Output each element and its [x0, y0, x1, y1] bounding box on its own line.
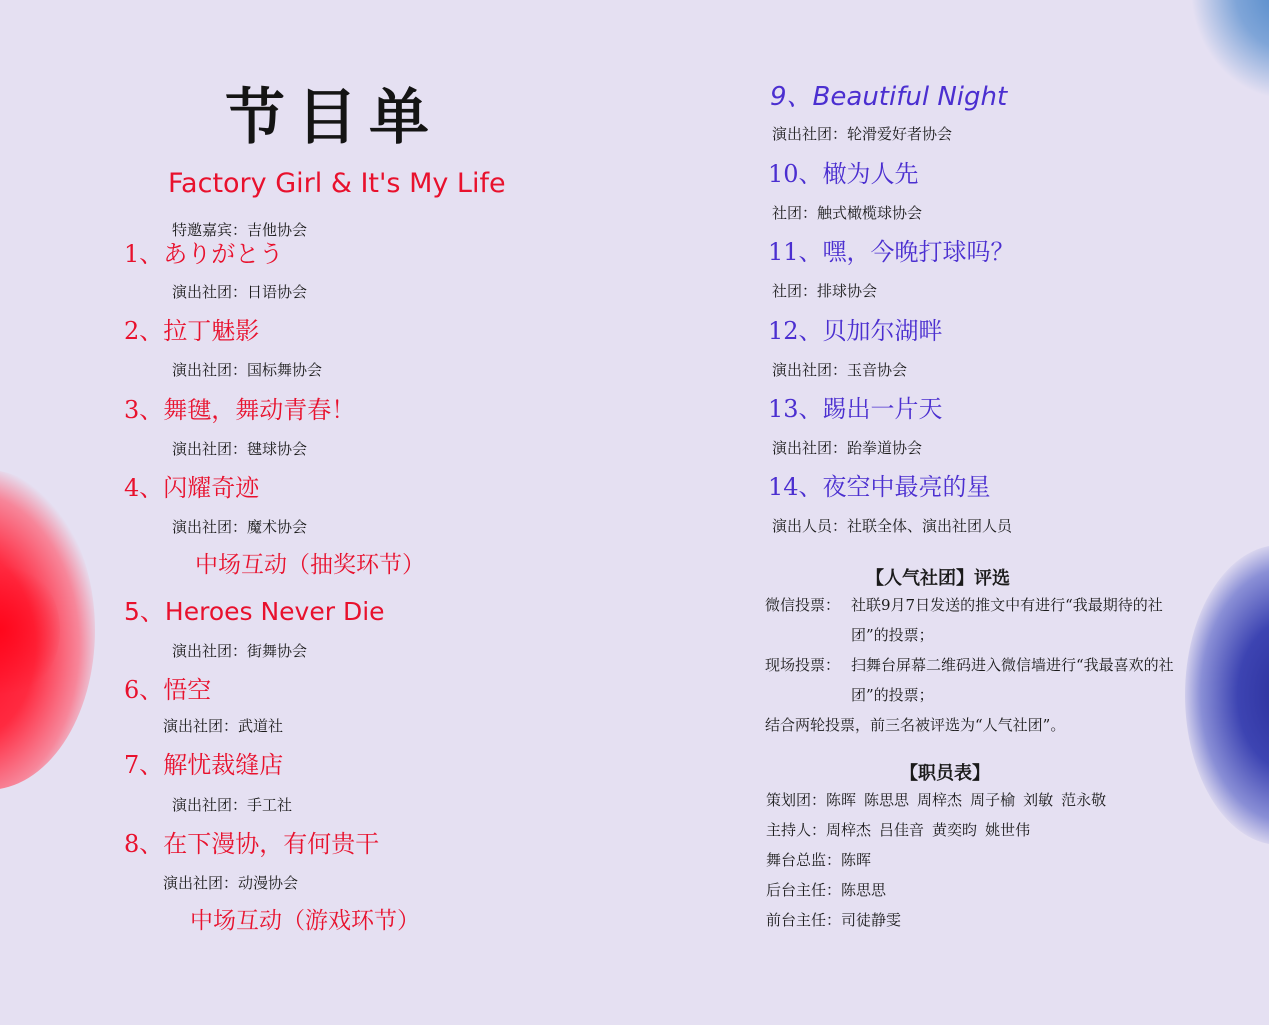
- item-title: 舞毽，舞动青春！: [163, 396, 356, 424]
- staff-name: 姚世伟: [985, 821, 1031, 839]
- staff-name: 陈晖: [826, 791, 857, 809]
- program-item-13: [768, 389, 943, 424]
- item-number: 10、: [768, 160, 823, 188]
- item-credit: 演出社团：玉音协会: [772, 361, 908, 379]
- vote-wechat-row: [765, 590, 1175, 650]
- vote-result: 结合两轮投票，前三名被评选为“人气社团”。: [765, 716, 1066, 734]
- item-credit: 演出社团：手工社: [172, 796, 293, 814]
- staff-role: 舞台总监：: [766, 851, 842, 869]
- staff-name: 陈思思: [841, 881, 887, 899]
- item-credit: 演出社团：武道社: [163, 717, 284, 735]
- item-credit: 演出社团：魔术协会: [172, 518, 308, 536]
- staff-name: 周子榆: [970, 791, 1016, 809]
- item-number: 12、: [768, 317, 823, 345]
- staff-name: 陈晖: [841, 851, 872, 869]
- item-credit: 演出社团：毽球协会: [172, 440, 308, 458]
- staff-name: 范永敬: [1061, 791, 1107, 809]
- staff-row-planning: [766, 785, 1114, 815]
- program-item-14: [768, 467, 991, 502]
- program-item-12: [768, 311, 943, 346]
- staff-row-backstage: [766, 875, 1114, 905]
- item-credit: 社团：触式橄榄球协会: [772, 204, 923, 222]
- item-number: 2、: [124, 317, 164, 345]
- item-title: 嘿，今晚打球吗？: [822, 238, 1015, 266]
- staff-name: 周梓杰: [917, 791, 963, 809]
- vote-wechat-text: 社联9月7日发送的推文中有进行“我最期待的社团”的投票；: [851, 596, 1163, 644]
- item-title: 在下漫协，有何贵干: [163, 830, 380, 858]
- item-title: 拉丁魅影: [163, 317, 260, 345]
- staff-name: 刘敏: [1023, 791, 1054, 809]
- item-title: Beautiful Night: [812, 82, 1008, 112]
- staff-name: 黄奕昀: [932, 821, 978, 839]
- program-item-1: [124, 234, 283, 269]
- item-credit: 演出社团：国标舞协会: [172, 361, 323, 379]
- item-title: 解忧裁缝店: [163, 751, 284, 779]
- staff-role: 主持人：: [766, 821, 827, 839]
- item-credit: 社团：排球协会: [772, 282, 878, 300]
- item-number: 4、: [124, 474, 164, 502]
- program-item-10: [768, 154, 919, 189]
- program-item-6: [124, 670, 211, 705]
- page-title: 节目单: [225, 83, 441, 153]
- item-number: 14、: [768, 473, 823, 501]
- staff-names: [841, 845, 879, 875]
- blue-ink-decoration-top: [1190, 0, 1269, 100]
- item-number: 5、: [124, 597, 165, 626]
- program-item-7: [124, 745, 283, 780]
- staff-role: 后台主任：: [766, 881, 842, 899]
- vote-onsite-row: [765, 650, 1175, 710]
- item-title: 闪耀奇迹: [163, 474, 260, 502]
- item-number: 3、: [124, 396, 164, 424]
- program-item-5: [124, 592, 385, 628]
- item-title: 悟空: [163, 676, 212, 704]
- item-title: Heroes Never Die: [164, 597, 385, 626]
- item-number: 11、: [768, 238, 823, 266]
- staff-names: [826, 785, 1114, 815]
- staff-names: [841, 875, 894, 905]
- staff-role: 前台主任：: [766, 911, 842, 929]
- program-item-2: [124, 311, 259, 346]
- staff-name: 吕佳音: [879, 821, 925, 839]
- staff-name: 司徒静雯: [841, 911, 902, 929]
- program-item-4: [124, 468, 259, 503]
- item-credit: 演出人员：社联全体、演出社团人员: [772, 517, 1013, 535]
- item-number: 8、: [124, 830, 164, 858]
- item-title: 踢出一片天: [822, 395, 943, 423]
- staff-names: [841, 905, 909, 935]
- item-credit: 演出社团：动漫协会: [163, 874, 299, 892]
- item-credit: 演出社团：街舞协会: [172, 642, 308, 660]
- item-number: 13、: [768, 395, 823, 423]
- staff-names: [826, 815, 1038, 845]
- item-number: 9、: [770, 82, 813, 112]
- program-item-3: [124, 390, 355, 425]
- item-number: 1、: [124, 240, 164, 268]
- vote-heading: 【人气社团】评选: [866, 568, 1010, 589]
- guest-credit: 特邀嘉宾：吉他协会: [172, 221, 308, 239]
- item-title: 橄为人先: [822, 160, 919, 188]
- staff-name: 陈思思: [864, 791, 910, 809]
- program-item-8: [124, 824, 379, 859]
- program-item-11: [768, 232, 1015, 267]
- interlude-game: 中场互动（游戏环节）: [190, 908, 420, 934]
- item-title: 贝加尔湖畔: [822, 317, 943, 345]
- item-number: 6、: [124, 676, 164, 704]
- staff-row-stage-director: [766, 845, 1114, 875]
- blue-ink-decoration: [1185, 545, 1269, 845]
- vote-onsite-text: 扫舞台屏幕二维码进入微信墙进行“我最喜欢的社团”的投票；: [851, 656, 1174, 704]
- red-ink-decoration-core: [0, 560, 60, 700]
- program-item-9: [770, 76, 1007, 113]
- staff-name: 周梓杰: [826, 821, 872, 839]
- vote-onsite-label: 现场投票：: [765, 656, 841, 674]
- staff-heading: 【职员表】: [900, 763, 990, 784]
- item-title: 夜空中最亮的星: [822, 473, 991, 501]
- item-credit: 演出社团：日语协会: [172, 283, 308, 301]
- staff-row-hosts: [766, 815, 1114, 845]
- item-credit: 演出社团：轮滑爱好者协会: [772, 125, 953, 143]
- staff-row-front-desk: [766, 905, 1114, 935]
- staff-role: 策划团：: [766, 791, 827, 809]
- item-number: 7、: [124, 751, 164, 779]
- red-ink-decoration: [0, 470, 95, 790]
- staff-list: [766, 785, 1114, 935]
- interlude-lottery: 中场互动（抽奖环节）: [195, 552, 425, 578]
- vote-wechat-label: 微信投票：: [765, 596, 841, 614]
- item-title: ありがとう: [163, 240, 284, 268]
- item-credit: 演出社团：跆拳道协会: [772, 439, 923, 457]
- guest-performance-title: Factory Girl & It's My Life: [168, 168, 506, 199]
- vote-rules: [765, 590, 1175, 740]
